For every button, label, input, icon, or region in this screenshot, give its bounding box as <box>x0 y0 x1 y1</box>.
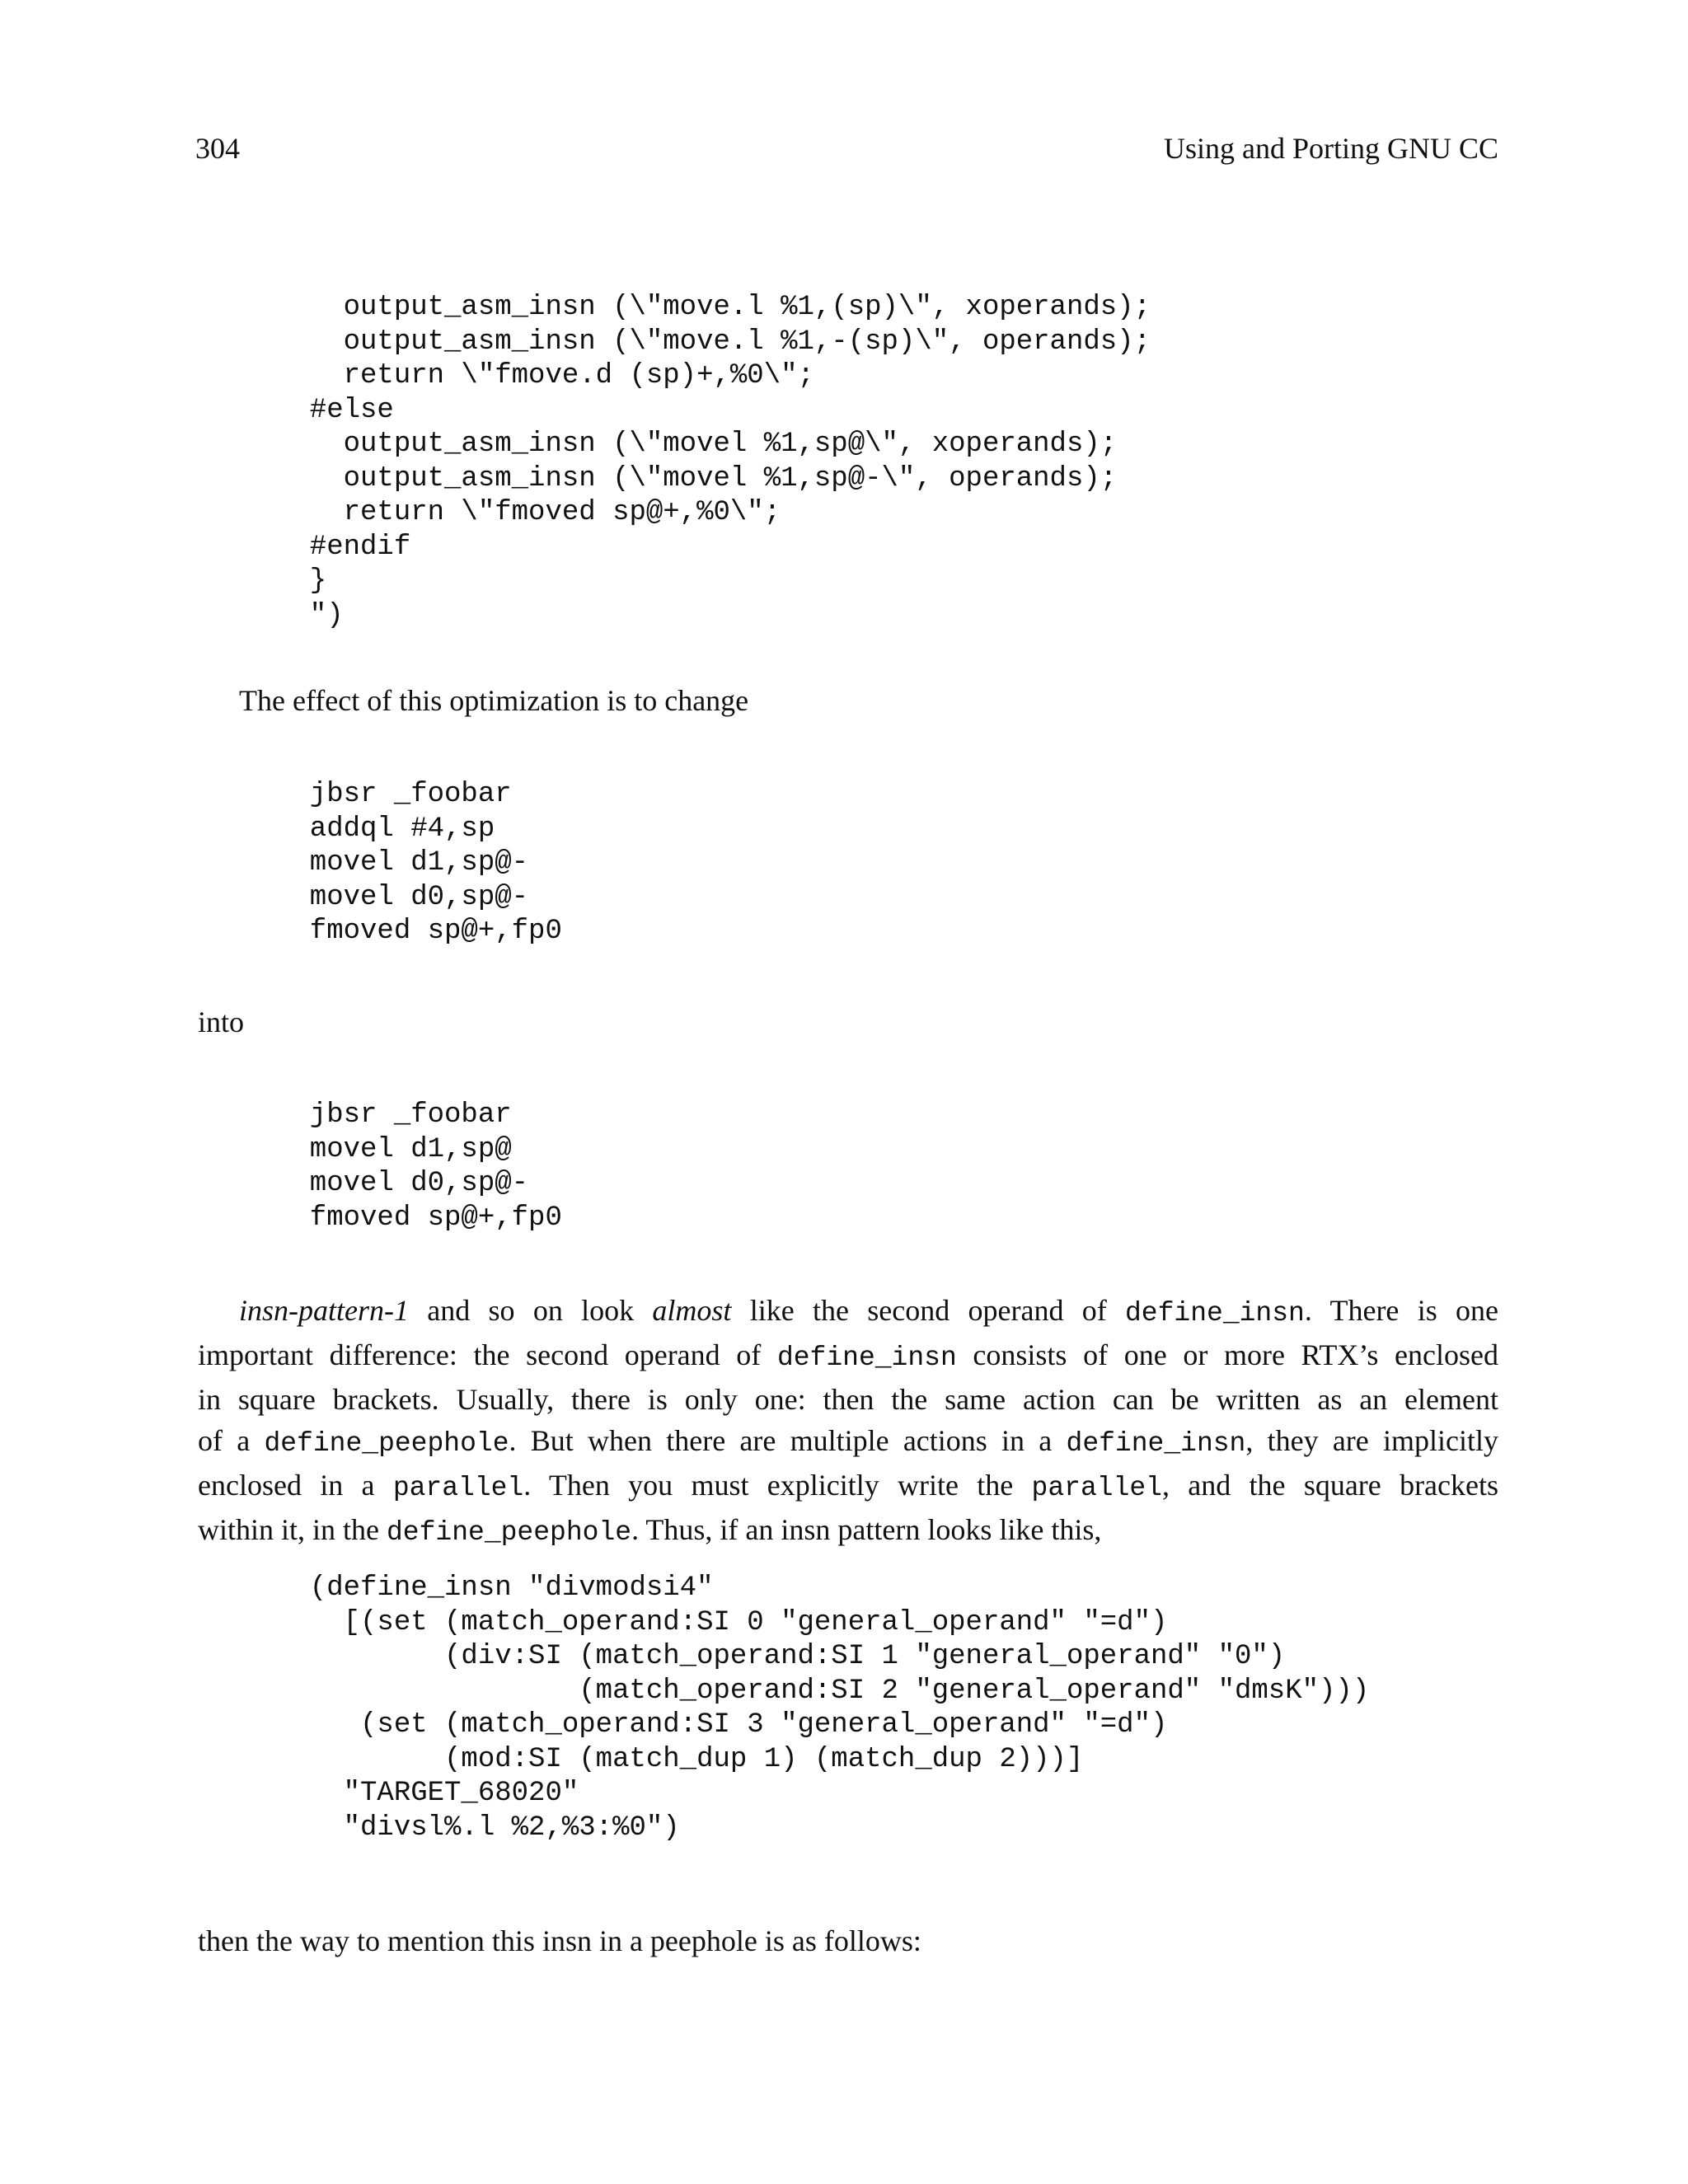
paragraph-line: within it, in the define_peephole. Thus, if an insn pattern looks like this, <box>198 1513 1102 1548</box>
code-line: "TARGET_68020" <box>276 1778 579 1809</box>
code-line: [(set (match_operand:SI 0 "general_operand" "=d") <box>276 1606 1168 1638</box>
code-line: #endif <box>276 531 411 563</box>
code-line: (mod:SI (match_dup 1) (match_dup 2)))] <box>276 1743 1084 1775</box>
code-line: movel d0,sp@- <box>276 1168 529 1199</box>
code-line: (define_insn "divmodsi4" <box>276 1572 714 1604</box>
running-title: Using and Porting GNU CC <box>1163 132 1498 165</box>
into-word: into <box>198 1005 245 1038</box>
code-line: jbsr _foobar <box>276 779 512 810</box>
code-block-4 <box>276 1572 1369 1845</box>
code-line: output_asm_insn (\"move.l %1,-(sp)\", operands); <box>276 326 1151 358</box>
code-line: output_asm_insn (\"movel %1,sp@-\", operands); <box>276 462 1118 494</box>
code-line: output_asm_insn (\"movel %1,sp@\", xoperands); <box>276 429 1118 460</box>
paragraph-line: insn-pattern-1 and so on look almost like the second operand of define_insn. There is one <box>239 1294 1498 1329</box>
page-number: 304 <box>195 132 240 165</box>
closing-sentence: then the way to mention this insn in a peephole is as follows: <box>198 1924 921 1957</box>
code-line: movel d1,sp@ <box>276 1133 512 1165</box>
paragraph-line: enclosed in a parallel. Then you must explicitly write the parallel, and the square brackets <box>198 1469 1498 1503</box>
code-line: #else <box>276 394 394 426</box>
code-line: movel d1,sp@- <box>276 847 529 879</box>
code-line: } <box>276 565 327 597</box>
code-line: ") <box>276 599 344 631</box>
paragraph-line: in square brackets. Usually, there is only one: then the same action can be written as an element <box>198 1383 1498 1416</box>
code-line: fmoved sp@+,fp0 <box>276 916 562 947</box>
code-block-3 <box>276 1099 562 1235</box>
body-paragraph <box>198 1290 1498 1554</box>
code-line: addql #4,sp <box>276 813 495 845</box>
paragraph-line: important difference: the second operand of define_insn consists of one or more RTX’s enclosed <box>198 1338 1498 1373</box>
code-line: return \"fmoved sp@+,%0\"; <box>276 497 781 528</box>
code-line: output_asm_insn (\"move.l %1,(sp)\", xoperands); <box>276 292 1151 323</box>
code-line: "divsl%.l %2,%3:%0") <box>276 1811 680 1844</box>
code-block-2 <box>276 778 562 949</box>
code-line: return \"fmove.d (sp)+,%0\"; <box>276 360 814 391</box>
code-block-1 <box>276 291 1151 633</box>
code-line: (set (match_operand:SI 3 "general_operand" "=d") <box>276 1709 1168 1741</box>
code-line: movel d0,sp@- <box>276 881 529 913</box>
paragraph-line: of a define_peephole. But when there are multiple actions in a define_insn, they are implicitly <box>198 1424 1499 1459</box>
code-line: (div:SI (match_operand:SI 1 "general_operand" "0") <box>276 1641 1286 1672</box>
effect-sentence: The effect of this optimization is to change <box>239 684 749 717</box>
code-line: (match_operand:SI 2 "general_operand" "dmsK"))) <box>276 1675 1370 1707</box>
code-line: jbsr _foobar <box>276 1099 512 1131</box>
code-line: fmoved sp@+,fp0 <box>276 1202 562 1234</box>
